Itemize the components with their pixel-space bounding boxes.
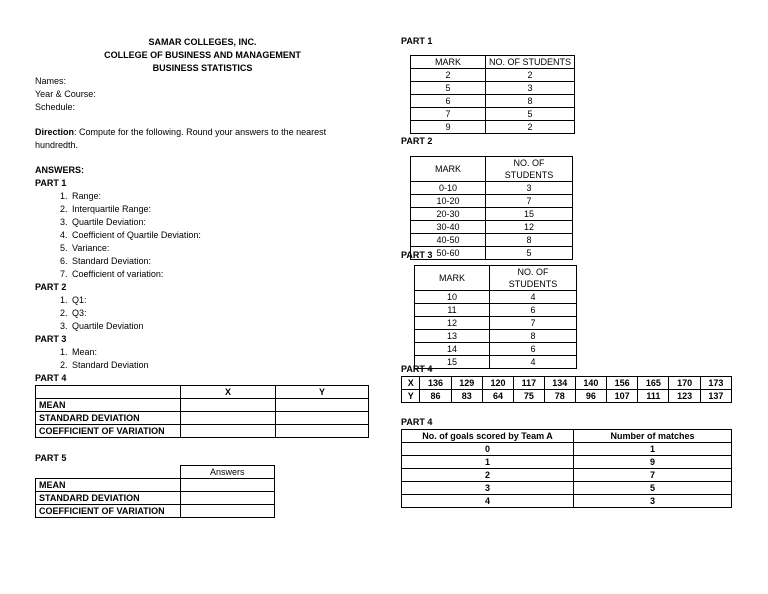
table-cell: 10 <box>415 291 490 304</box>
table-cell: 7 <box>486 195 573 208</box>
row-label: MEAN <box>36 479 181 492</box>
table-row <box>411 69 575 82</box>
table-row <box>411 108 575 121</box>
answers-part5-title: PART 5 <box>35 453 67 463</box>
table-cell: 78 <box>544 390 575 403</box>
table-row <box>415 343 577 356</box>
part2-answer-list <box>35 294 370 333</box>
part4-xy-table <box>401 376 732 403</box>
row-label: MEAN <box>36 399 181 412</box>
table-cell: 9 <box>411 121 486 134</box>
course-title: BUSINESS STATISTICS <box>152 63 253 73</box>
table-cell: 50-60 <box>411 247 486 260</box>
table-row <box>402 495 732 508</box>
list-item: 3. Quartile Deviation <box>70 320 370 333</box>
table-cell: 40-50 <box>411 234 486 247</box>
list-item: 1. Mean: <box>70 346 370 359</box>
college-name: COLLEGE OF BUSINESS AND MANAGEMENT <box>104 50 301 60</box>
data-part3-title: PART 3 <box>401 250 433 260</box>
column-header: NO. OF STUDENTS <box>486 56 575 69</box>
data-part2-title: PART 2 <box>401 136 433 146</box>
table-cell: 120 <box>482 377 513 390</box>
table-cell: 6 <box>490 343 577 356</box>
table-cell: 30-40 <box>411 221 486 234</box>
list-item: 2. Q3: <box>70 307 370 320</box>
list-item: 4. Coefficient of Quartile Deviation: <box>70 229 370 242</box>
table-cell: 96 <box>575 390 606 403</box>
table-cell: 12 <box>486 221 573 234</box>
table-row <box>36 425 369 438</box>
part1-answer-list <box>35 190 370 281</box>
table-cell: 2 <box>486 121 575 134</box>
answers-title: ANSWERS: <box>35 165 84 175</box>
table-row <box>415 317 577 330</box>
answer-cell[interactable] <box>276 399 369 412</box>
part3-answer-list <box>35 346 370 372</box>
answers-part1-title: PART 1 <box>35 178 67 188</box>
goals-table <box>401 429 732 508</box>
table-cell: 117 <box>514 377 545 390</box>
list-item: 7. Coefficient of variation: <box>70 268 370 281</box>
answer-cell[interactable] <box>276 412 369 425</box>
answer-cell[interactable] <box>276 425 369 438</box>
list-item: 2. Standard Deviation <box>70 359 370 372</box>
row-label: COEFFICIENT OF VARIATION <box>36 425 181 438</box>
table-cell: 156 <box>607 377 638 390</box>
table-row <box>402 377 732 390</box>
table-cell: 140 <box>575 377 606 390</box>
table-cell <box>36 466 181 479</box>
table-row <box>402 390 732 403</box>
table-cell: 5 <box>486 247 573 260</box>
table-cell: 123 <box>669 390 700 403</box>
table-cell: 7 <box>411 108 486 121</box>
column-header: MARK <box>411 56 486 69</box>
table-row <box>36 412 369 425</box>
column-header: MARK <box>415 266 490 291</box>
table-row <box>402 482 732 495</box>
answer-cell[interactable] <box>180 492 275 505</box>
table-cell: 10-20 <box>411 195 486 208</box>
table-cell: 8 <box>486 95 575 108</box>
table-cell: 0 <box>402 443 574 456</box>
table-cell: 64 <box>482 390 513 403</box>
table-cell: 14 <box>415 343 490 356</box>
direction-body: : Compute for the following. Round your answers to the nearest hundredth. <box>35 127 327 150</box>
table-cell: 75 <box>514 390 545 403</box>
answer-cell[interactable] <box>180 479 275 492</box>
table-cell: 9 <box>574 456 732 469</box>
table-header-y: Y <box>276 386 369 399</box>
names-label: Names: <box>35 76 67 86</box>
table-cell: 4 <box>490 291 577 304</box>
table-cell: 136 <box>420 377 451 390</box>
table-row <box>36 399 369 412</box>
direction-text <box>35 126 370 152</box>
table-header-x: X <box>181 386 276 399</box>
table-cell: 173 <box>700 377 731 390</box>
table-cell: 107 <box>607 390 638 403</box>
part1-data-table <box>410 55 575 134</box>
table-cell: 4 <box>490 356 577 369</box>
table-cell: 5 <box>411 82 486 95</box>
list-item: 1. Q1: <box>70 294 370 307</box>
table-cell: 2 <box>486 69 575 82</box>
table-row <box>411 195 573 208</box>
table-header-row <box>402 430 732 443</box>
table-cell: 2 <box>411 69 486 82</box>
table-cell: 0-10 <box>411 182 486 195</box>
table-cell: 11 <box>415 304 490 317</box>
school-name: SAMAR COLLEGES, INC. <box>148 37 257 47</box>
list-item: 5. Variance: <box>70 242 370 255</box>
table-cell: 3 <box>574 495 732 508</box>
table-cell: X <box>402 377 420 390</box>
table-cell: 8 <box>486 234 573 247</box>
table-cell: 7 <box>574 469 732 482</box>
row-label: COEFFICIENT OF VARIATION <box>36 505 181 518</box>
column-header: No. of goals scored by Team A <box>402 430 574 443</box>
answer-cell[interactable] <box>181 412 276 425</box>
part2-data-table <box>410 156 573 260</box>
table-cell: 86 <box>420 390 451 403</box>
table-header-row <box>36 386 369 399</box>
table-row <box>411 247 573 260</box>
answer-cell[interactable] <box>181 425 276 438</box>
table-cell: Y <box>402 390 420 403</box>
table-header-answers: Answers <box>180 466 275 479</box>
table-row <box>415 330 577 343</box>
table-cell: 1 <box>574 443 732 456</box>
table-cell: 20-30 <box>411 208 486 221</box>
answer-cell[interactable] <box>180 505 275 518</box>
direction-label: Direction <box>35 127 75 137</box>
table-cell: 5 <box>574 482 732 495</box>
table-cell: 111 <box>638 390 669 403</box>
row-label: STANDARD DEVIATION <box>36 412 181 425</box>
column-header: NO. OF STUDENTS <box>490 266 577 291</box>
table-row <box>411 82 575 95</box>
table-cell: 4 <box>402 495 574 508</box>
table-row <box>411 208 573 221</box>
table-cell: 83 <box>451 390 482 403</box>
table-cell <box>36 386 181 399</box>
table-row <box>36 479 275 492</box>
table-cell: 13 <box>415 330 490 343</box>
table-cell: 8 <box>490 330 577 343</box>
table-row <box>36 492 275 505</box>
table-header-row <box>411 56 575 69</box>
table-cell: 170 <box>669 377 700 390</box>
part4-answer-table <box>35 385 369 438</box>
part5-answer-table <box>35 465 275 518</box>
table-cell: 134 <box>544 377 575 390</box>
table-row <box>402 456 732 469</box>
table-row <box>36 505 275 518</box>
table-row <box>415 291 577 304</box>
row-label: STANDARD DEVIATION <box>36 492 181 505</box>
table-cell: 12 <box>415 317 490 330</box>
table-cell: 165 <box>638 377 669 390</box>
table-cell: 15 <box>486 208 573 221</box>
table-cell: 129 <box>451 377 482 390</box>
table-cell: 1 <box>402 456 574 469</box>
table-row <box>402 443 732 456</box>
table-cell: 6 <box>411 95 486 108</box>
answers-part4-title: PART 4 <box>35 373 67 383</box>
data-part4a-title: PART 4 <box>401 364 433 374</box>
list-item: 3. Quartile Deviation: <box>70 216 370 229</box>
table-row <box>415 356 577 369</box>
table-row <box>402 469 732 482</box>
table-cell: 3 <box>402 482 574 495</box>
table-cell: 3 <box>486 82 575 95</box>
table-cell: 15 <box>415 356 490 369</box>
table-cell: 7 <box>490 317 577 330</box>
table-cell: 5 <box>486 108 575 121</box>
table-row <box>411 95 575 108</box>
table-cell: 2 <box>402 469 574 482</box>
list-item: 6. Standard Deviation: <box>70 255 370 268</box>
column-header: MARK <box>411 157 486 182</box>
part3-data-table <box>414 265 577 369</box>
data-part4b-title: PART 4 <box>401 417 433 427</box>
column-header: NO. OF STUDENTS <box>486 157 573 182</box>
table-row <box>411 234 573 247</box>
year-course-label: Year & Course: <box>35 89 96 99</box>
column-header: Number of matches <box>574 430 732 443</box>
list-item: 1. Range: <box>70 190 370 203</box>
schedule-label: Schedule: <box>35 102 76 112</box>
table-row <box>411 182 573 195</box>
answer-cell[interactable] <box>181 399 276 412</box>
table-cell: 6 <box>490 304 577 317</box>
table-row <box>415 304 577 317</box>
answers-part3-title: PART 3 <box>35 334 67 344</box>
list-item: 2. Interquartile Range: <box>70 203 370 216</box>
table-header-row <box>411 157 573 182</box>
table-cell: 3 <box>486 182 573 195</box>
table-cell: 137 <box>700 390 731 403</box>
table-header-row <box>36 466 275 479</box>
answers-part2-title: PART 2 <box>35 282 67 292</box>
table-header-row <box>415 266 577 291</box>
data-part1-title: PART 1 <box>401 36 433 46</box>
table-row <box>411 121 575 134</box>
table-row <box>411 221 573 234</box>
answer-sheet <box>35 36 370 518</box>
